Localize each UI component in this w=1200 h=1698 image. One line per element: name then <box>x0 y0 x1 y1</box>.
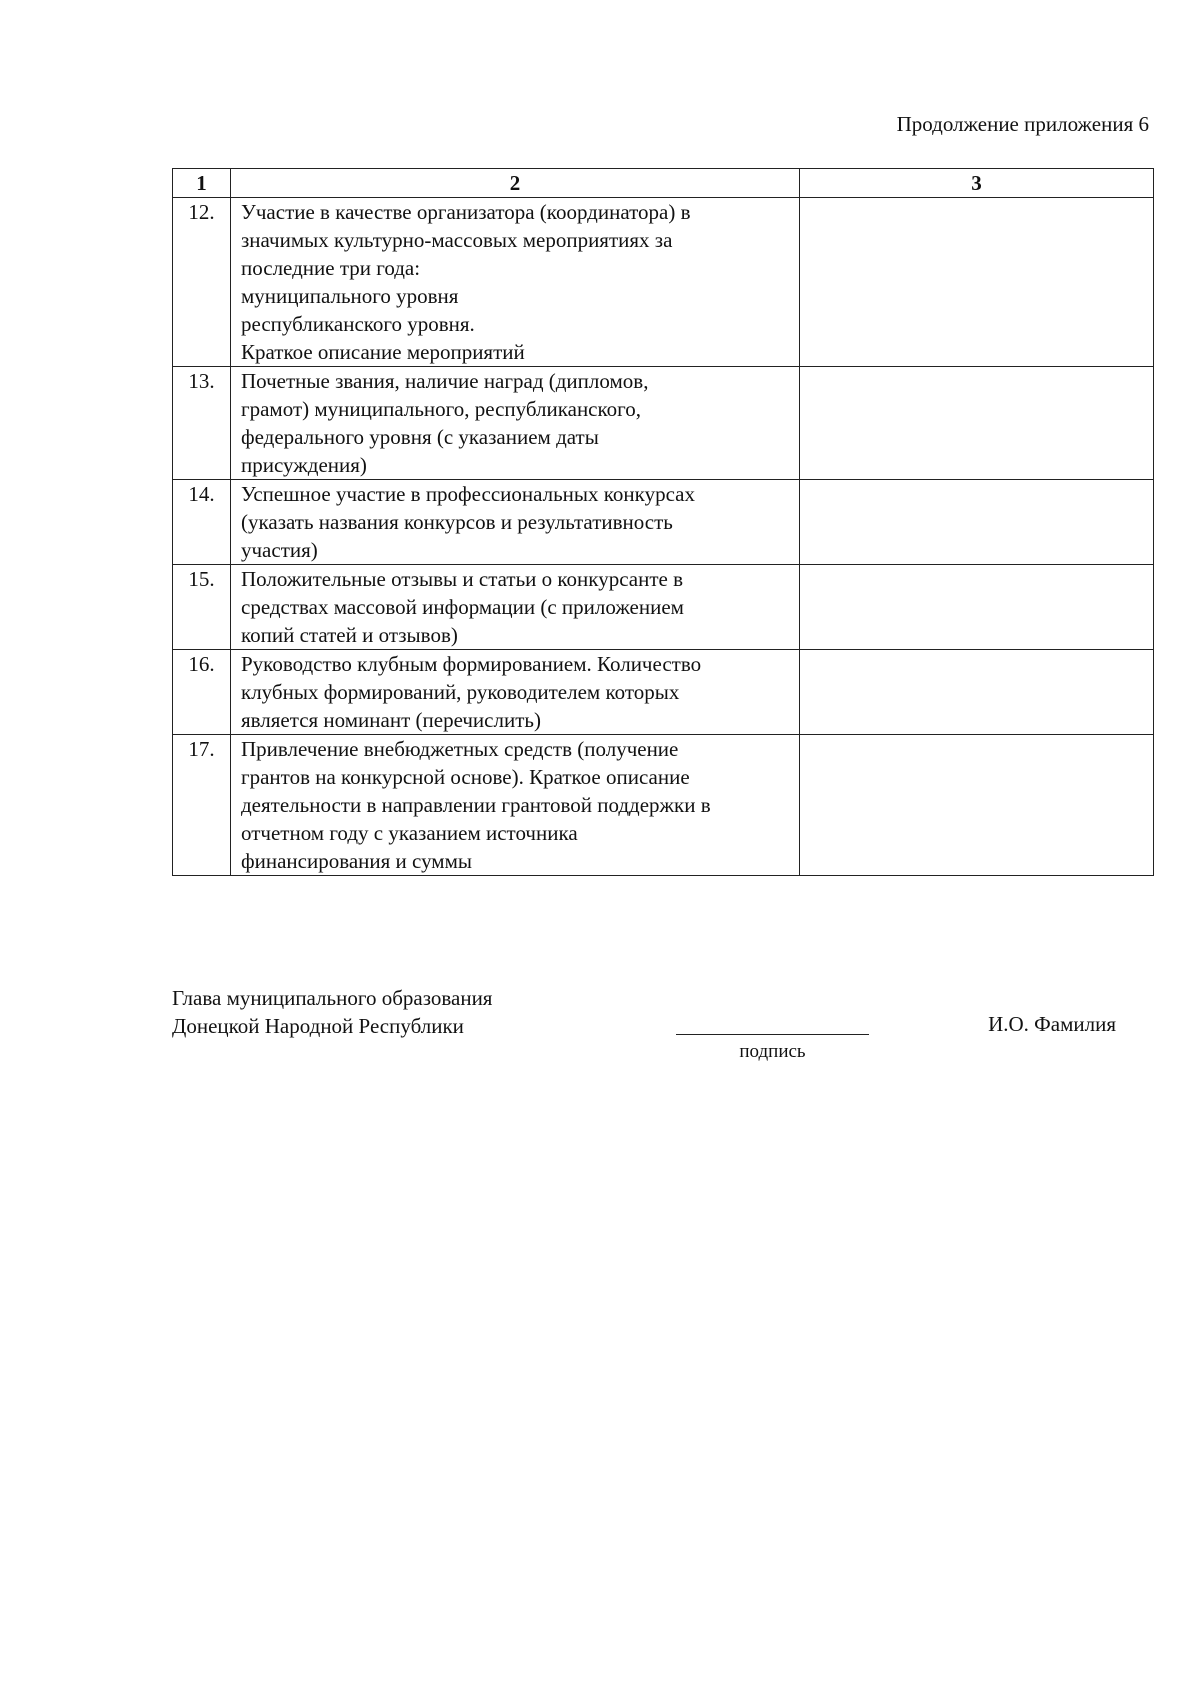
signatory-position: Глава муниципального образования Донецкой Народной Республики <box>172 986 493 1038</box>
row-description: Участие в качестве организатора (координатора) в значимых культурно-массовых мероприятиях за последние три года: муниципального уровня республиканского уровня. Краткое описание мероприятий <box>231 198 800 367</box>
row-value-cell[interactable] <box>800 480 1154 565</box>
row-value-cell[interactable] <box>800 565 1154 650</box>
row-value-cell[interactable] <box>800 367 1154 480</box>
column-header-1: 1 <box>173 169 231 198</box>
row-description: Привлечение внебюджетных средств (получение грантов на конкурсной основе). Краткое описание деятельности в направлении грантовой поддержки в отчетном году с указанием источника финансирования и суммы <box>231 735 800 876</box>
application-form-table <box>172 168 1154 876</box>
row-number: 15. <box>173 565 231 650</box>
table-row <box>173 735 1154 876</box>
row-number: 14. <box>173 480 231 565</box>
table-row <box>173 650 1154 735</box>
signature-caption: подпись <box>739 1041 806 1062</box>
row-value-cell[interactable] <box>800 198 1154 367</box>
row-description: Успешное участие в профессиональных конкурсах (указать названия конкурсов и результативность участия) <box>231 480 800 565</box>
row-description: Положительные отзывы и статьи о конкурсанте в средствах массовой информации (с приложением копий статей и отзывов) <box>231 565 800 650</box>
signature-line[interactable] <box>676 1034 869 1035</box>
table-header-row <box>173 169 1154 198</box>
row-value-cell[interactable] <box>800 650 1154 735</box>
row-description: Почетные звания, наличие наград (дипломов, грамот) муниципального, республиканского, федерального уровня (с указанием даты присуждения) <box>231 367 800 480</box>
row-value-cell[interactable] <box>800 735 1154 876</box>
row-description: Руководство клубным формированием. Количество клубных формирований, руководителем которых является номинант (перечислить) <box>231 650 800 735</box>
table-row <box>173 480 1154 565</box>
table-row <box>173 367 1154 480</box>
column-header-3: 3 <box>800 169 1154 198</box>
row-number: 13. <box>173 367 231 480</box>
table-row <box>173 565 1154 650</box>
table-row <box>173 198 1154 367</box>
row-number: 16. <box>173 650 231 735</box>
row-number: 17. <box>173 735 231 876</box>
signatory-name: И.О. Фамилия <box>988 1012 1116 1036</box>
row-number: 12. <box>173 198 231 367</box>
continuation-header: Продолжение приложения 6 <box>896 112 1149 136</box>
column-header-2: 2 <box>231 169 800 198</box>
